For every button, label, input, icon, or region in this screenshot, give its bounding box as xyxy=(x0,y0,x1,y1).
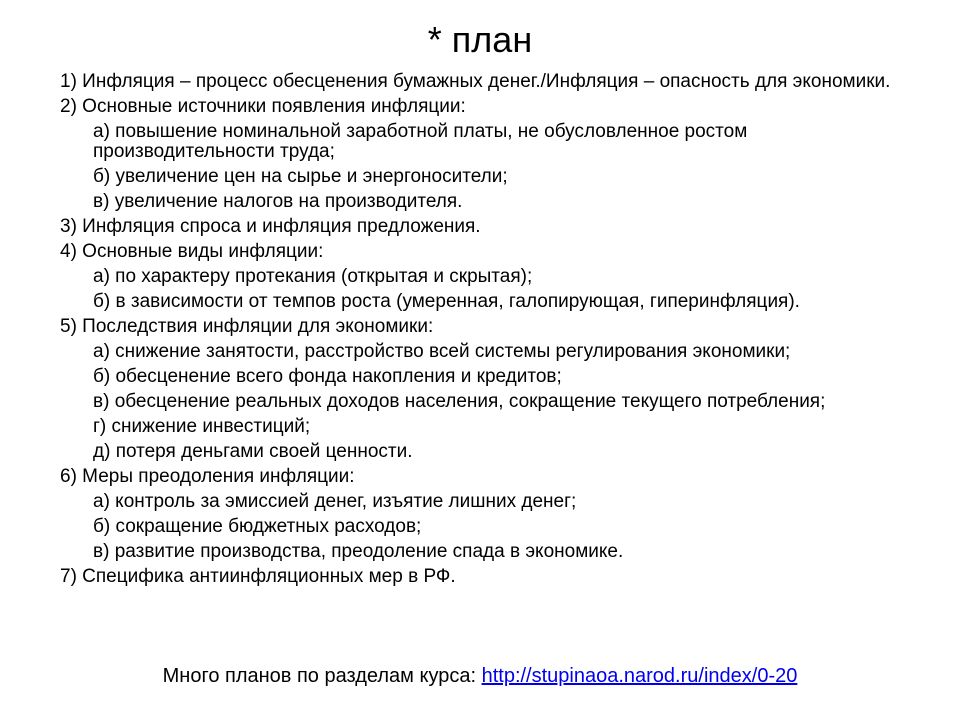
plan-item: 3) Инфляция спроса и инфляция предложения. xyxy=(60,216,481,237)
plan-item: 7) Специфика антиинфляционных мер в РФ. xyxy=(60,566,456,587)
plan-subitem: д) потеря деньгами своей ценности. xyxy=(93,441,413,462)
plan-subitem: а) контроль за эмиссией денег, изъятие лишних денег; xyxy=(93,491,577,512)
plan-subitem: а) снижение занятости, расстройство всей системы регулирования экономики; xyxy=(93,341,791,362)
plan-list xyxy=(60,72,900,592)
plan-subitem: в) обесценение реальных доходов населения, сокращение текущего потребления; xyxy=(93,391,826,412)
plan-item: 2) Основные источники появления инфляции: xyxy=(60,96,466,117)
plan-item: 4) Основные виды инфляции: xyxy=(60,241,324,262)
plan-subitem: а) повышение номинальной заработной платы, не обусловленное ростом производительности труда; xyxy=(93,121,748,162)
plan-subitem: б) увеличение цен на сырье и энергоносители; xyxy=(93,166,508,187)
plan-item: 6) Меры преодоления инфляции: xyxy=(60,466,355,487)
plan-item: 1) Инфляция – процесс обесценения бумажных денег./Инфляция – опасность для экономики. xyxy=(60,71,891,92)
course-plans-link[interactable]: http://stupinaoa.narod.ru/index/0-20 xyxy=(481,665,798,687)
footer-text: Много планов по разделам курса: xyxy=(162,665,482,687)
plan-subitem: а) по характеру протекания (открытая и скрытая); xyxy=(93,266,533,287)
footer xyxy=(0,663,960,689)
plan-subitem: в) развитие производства, преодоление спада в экономике. xyxy=(93,541,624,562)
plan-subitem: г) снижение инвестиций; xyxy=(93,416,311,437)
plan-subitem: б) сокращение бюджетных расходов; xyxy=(93,516,422,537)
plan-subitem: б) обесценение всего фонда накопления и кредитов; xyxy=(93,366,562,387)
page-title: * план xyxy=(427,19,533,60)
plan-subitem: в) увеличение налогов на производителя. xyxy=(93,191,463,212)
plan-item: 5) Последствия инфляции для экономики: xyxy=(60,316,434,337)
plan-subitem: б) в зависимости от темпов роста (умеренная, галопирующая, гиперинфляция). xyxy=(93,291,800,312)
